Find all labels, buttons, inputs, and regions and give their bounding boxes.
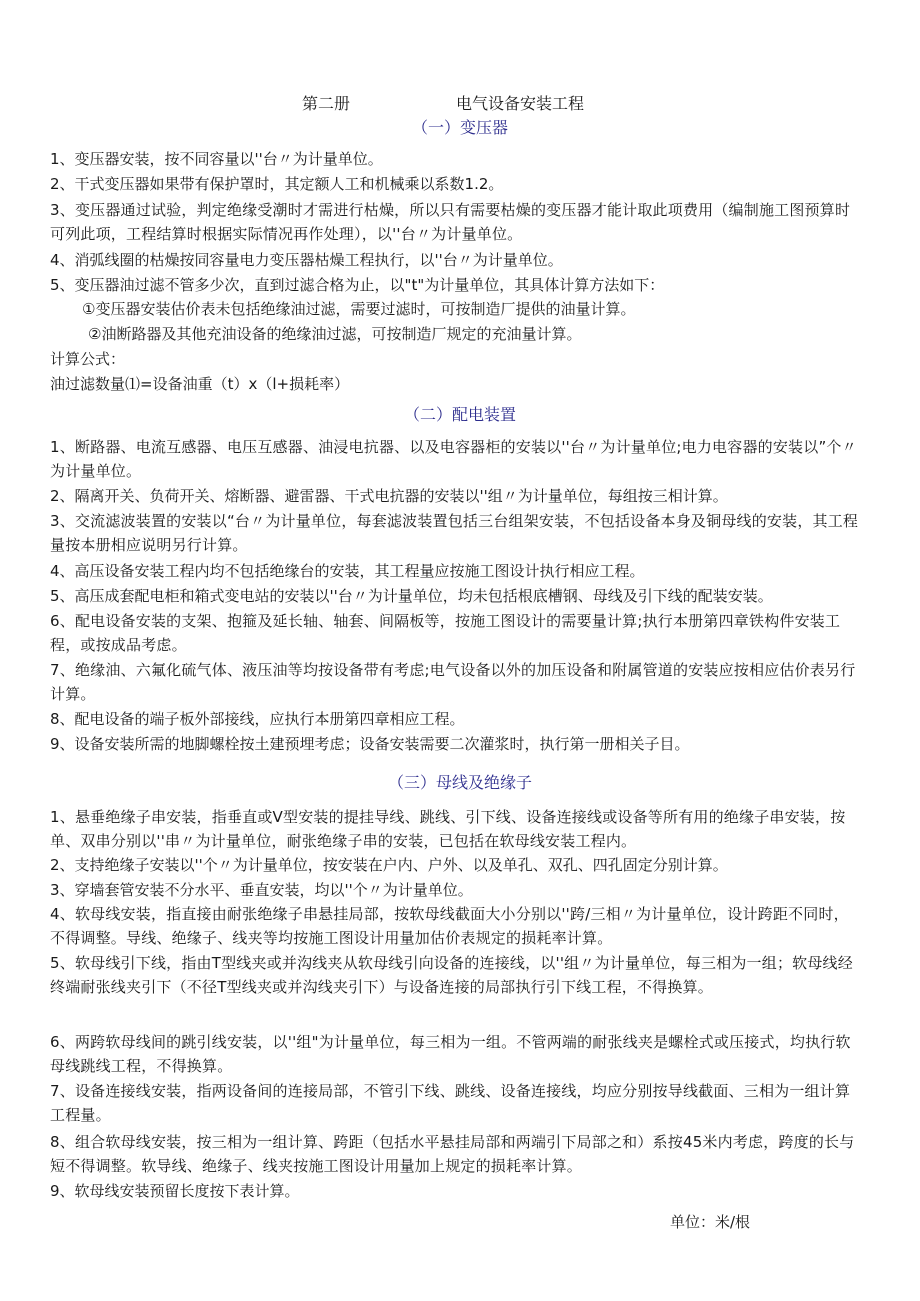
formula: 油过滤数量⑴=设备油重（t）x（l+损耗率） [50,375,350,393]
paragraph: 7、设备连接线安装，指两设备间的连接局部，不管引下线、跳线、设备连接线，均应分别按导线截面、三相为一组计算工程量。 [50,1082,851,1124]
paragraph: 2、干式变压器如果带有保护罩时，其定额人工和机械乘以系数1.2。 [50,175,504,193]
paragraph: 1、悬垂绝缘子串安装，指垂直或V型安装的提挂导线、跳线、引下线、设备连接线或设备等所有用的绝缘子串安装，按单、双串分别以''串〃为计量单位，耐张绝缘子串的安装，已包括在软母线安装工程内。 [50,808,846,850]
unit-note: 单位：米/根 [670,1213,751,1231]
paragraph: 4、消弧线圈的枯燥按同容量电力变压器枯燥工程执行，以''台〃为计量单位。 [50,251,563,269]
volume-label: 第二册 [302,94,351,113]
paragraph: 3、交流滤波装置的安装以“台〃为计量单位，每套滤波装置包括三台组架安装，不包括设备本身及铜母线的安装，其工程量按本册相应说明另行计算。 [50,512,859,554]
sub-paragraph: ②油断路器及其他充油设备的绝缘油过滤，可按制造厂规定的充油量计算。 [88,325,582,343]
paragraph: 3、变压器通过试验，判定绝缘受潮时才需进行枯燥，所以只有需要枯燥的变压器才能计取此项费用（编制施工图预算时可列此项，工程结算时根据实际情况再作处理），以''台〃为计量单位。 [50,201,851,243]
paragraph: 3、穿墙套管安装不分水平、垂直安装，均以''个〃为计量单位。 [50,881,473,899]
paragraph: 6、配电设备安装的支架、抱箍及延长轴、轴套、间隔板等，按施工图设计的需要量计算;执行本册第四章铁构件安装工程，或按成品考虑。 [50,612,841,654]
sub-paragraph: ①变压器安装估价表未包括绝缘油过滤，需要过滤时，可按制造厂提供的油量计算。 [82,300,636,318]
section-heading-distribution: （二）配电装置 [403,405,516,424]
paragraph: 8、组合软母线安装，按三相为一组计算、跨距（包括水平悬挂局部和两端引下局部之和）系按45米内考虑，跨度的长与短不得调整。软导线、绝缘子、线夹按施工图设计用量加上规定的损耗率计算。 [50,1133,855,1175]
section-heading-transformer: （一）变压器 [411,118,508,137]
paragraph: 8、配电设备的端子板外部接线，应执行本册第四章相应工程。 [50,710,465,728]
paragraph: 1、断路器、电流互感器、电压互感器、油浸电抗器、以及电容器柜的安装以''台〃为计量单位;电力电容器的安装以”个〃为计量单位。 [50,438,857,480]
paragraph: 4、软母线安装，指直接由耐张绝缘子串悬挂局部，按软母线截面大小分别以''跨/三相〃为计量单位，设计跨距不同时，不得调整。导线、绝缘子、线夹等均按施工图设计用量加估价表规定的损耗率计算。 [50,905,849,947]
paragraph: 1、变压器安装，按不同容量以''台〃为计量单位。 [50,150,383,168]
paragraph: 5、高压成套配电柜和箱式变电站的安装以''台〃为计量单位，均未包括根底槽钢、母线及引下线的配装安装。 [50,587,773,605]
section-heading-busbar: （三）母线及绝缘子 [387,773,532,792]
paragraph: 2、支持绝缘子安装以''个〃为计量单位，按安装在户内、户外、以及单孔、双孔、四孔固定分别计算。 [50,856,728,874]
paragraph: 2、隔离开关、负荷开关、熔断器、避雷器、干式电抗器的安装以''组〃为计量单位，每组按三相计算。 [50,487,728,505]
paragraph: 5、变压器油过滤不管多少次，直到过滤合格为止，以"t"为计量单位，其具体计算方法如下： [50,276,665,294]
document-title [0,92,920,116]
volume-title: 电气设备安装工程 [456,94,585,113]
paragraph: 6、两跨软母线间的跳引线安装，以''组"为计量单位，每三相为一组。不管两端的耐张线夹是螺栓式或压接式，均执行软母线跳线工程，不得换算。 [50,1033,851,1075]
paragraph: 7、绝缘油、六氟化硫气体、液压油等均按设备带有考虑;电气设备以外的加压设备和附属管道的安装应按相应估价表另行计算。 [50,661,856,703]
paragraph: 9、软母线安装预留长度按下表计算。 [50,1182,300,1200]
paragraph: 4、高压设备安装工程内均不包括绝缘台的安装，其工程量应按施工图设计执行相应工程。 [50,562,645,580]
paragraph: 9、设备安装所需的地脚螺栓按土建预埋考虑；设备安装需要二次灌浆时，执行第一册相关子目。 [50,735,690,753]
formula-label: 计算公式： [50,350,126,368]
paragraph: 5、软母线引下线，指由T型线夹或并沟线夹从软母线引向设备的连接线，以''组〃为计量单位，每三相为一组；软母线经终端耐张线夹引下（不径T型线夹或并沟线夹引下）与设备连接的局部执行引下线工程，不得换算。 [50,954,853,996]
